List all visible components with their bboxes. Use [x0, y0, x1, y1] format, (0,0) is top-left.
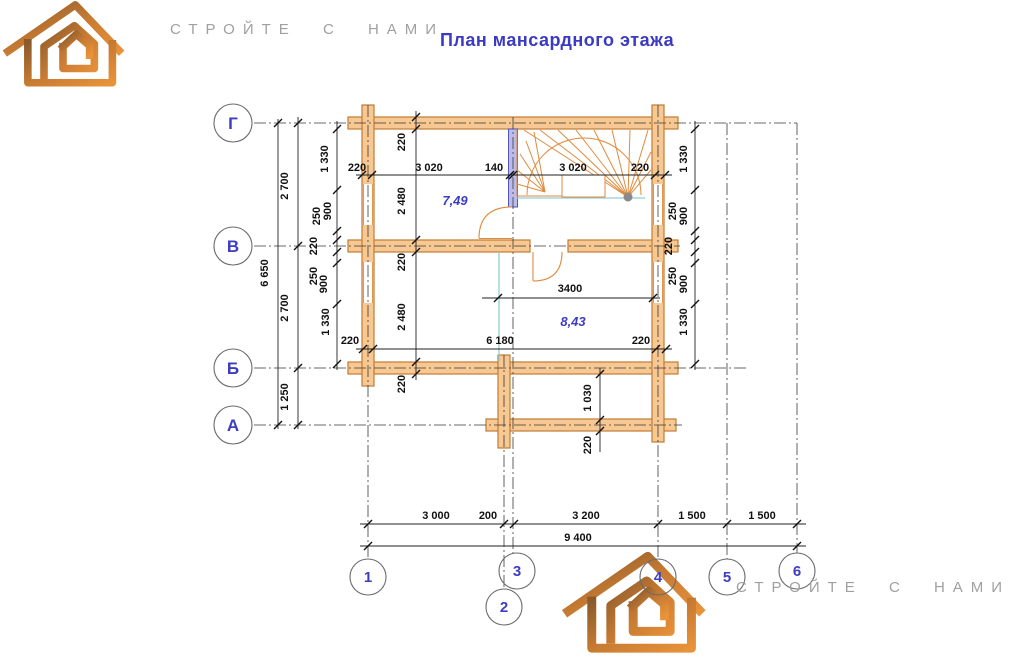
dimensions-layer [259, 111, 806, 550]
dim-label: 1 330 [678, 145, 690, 173]
brand-wordmark-bottom: СТРОЙТЕ С НАМИ [736, 579, 1011, 596]
dim-label: 250 [308, 266, 320, 286]
dim-label: 220 [308, 236, 320, 256]
dim-label: 1 250 [279, 383, 291, 411]
dim-label: 3 020 [559, 162, 587, 174]
axis-col-label: 4 [653, 569, 663, 586]
dim-label: 250 [667, 266, 679, 286]
axis-row-label: Г [228, 114, 238, 133]
brand-wordmark-top: СТРОЙТЕ С НАМИ [170, 21, 445, 38]
dim-label: 250 [667, 201, 679, 221]
axis-row-label: В [226, 237, 240, 256]
door-stair [479, 207, 512, 239]
dim-label: 1 330 [319, 145, 331, 173]
dim-label: 220 [396, 252, 408, 272]
door-room [533, 252, 562, 281]
dim-label: 1 030 [582, 384, 594, 412]
dim-label: 1 330 [678, 308, 690, 336]
dim-label: 900 [322, 201, 334, 221]
page-title: План мансардного этажа [440, 30, 675, 50]
room-area-label: 7,49 [442, 193, 468, 208]
dim-label: 6 650 [259, 259, 271, 287]
brand-logo-bottom [568, 556, 699, 648]
dim-label: 220 [582, 435, 594, 455]
dim-label: 900 [678, 274, 690, 294]
axis-row-label: А [226, 416, 240, 435]
dim-label: 220 [631, 335, 651, 347]
brand-logo-top [8, 5, 119, 83]
dim-label: 900 [318, 274, 330, 294]
dim-label: 220 [396, 132, 408, 152]
axis-col-label: 5 [722, 569, 732, 586]
dim-label: 3 200 [572, 510, 600, 522]
dim-label: 220 [396, 374, 408, 394]
axis-col-label: 2 [499, 599, 509, 616]
axis-col-label: 6 [792, 563, 802, 580]
logo-inner-curl [63, 34, 90, 55]
dim-label: 9 400 [564, 532, 592, 544]
dim-label: 2 480 [396, 187, 408, 215]
axis-col-label: 1 [363, 569, 373, 586]
dim-label: 140 [484, 162, 504, 174]
dim-label: 3400 [557, 283, 583, 295]
room-area-label: 8,43 [560, 314, 586, 329]
axis-col-label: 3 [512, 563, 522, 580]
dim-label: 220 [630, 162, 650, 174]
axis-lines [254, 105, 797, 589]
dim-label: 6 180 [486, 335, 514, 347]
light-partition-lines [499, 198, 645, 362]
stair-newel-post [624, 193, 633, 202]
axis-row-label: Б [226, 359, 240, 378]
dim-label: 900 [678, 206, 690, 226]
dim-label: 220 [663, 236, 675, 256]
dim-label: 2 700 [279, 294, 291, 322]
dim-label: 220 [347, 162, 367, 174]
dim-label: 200 [478, 510, 498, 522]
dim-label: 2 480 [396, 303, 408, 331]
dim-label: 3 000 [422, 510, 450, 522]
dim-label: 220 [340, 335, 360, 347]
dim-label: 3 020 [415, 162, 443, 174]
stair-landing [562, 175, 605, 197]
dim-label: 1 500 [748, 510, 776, 522]
dim-label: 1 500 [678, 510, 706, 522]
dim-label: 1 330 [320, 308, 332, 336]
dim-label: 2 700 [279, 172, 291, 200]
dim-label: 250 [311, 206, 323, 226]
